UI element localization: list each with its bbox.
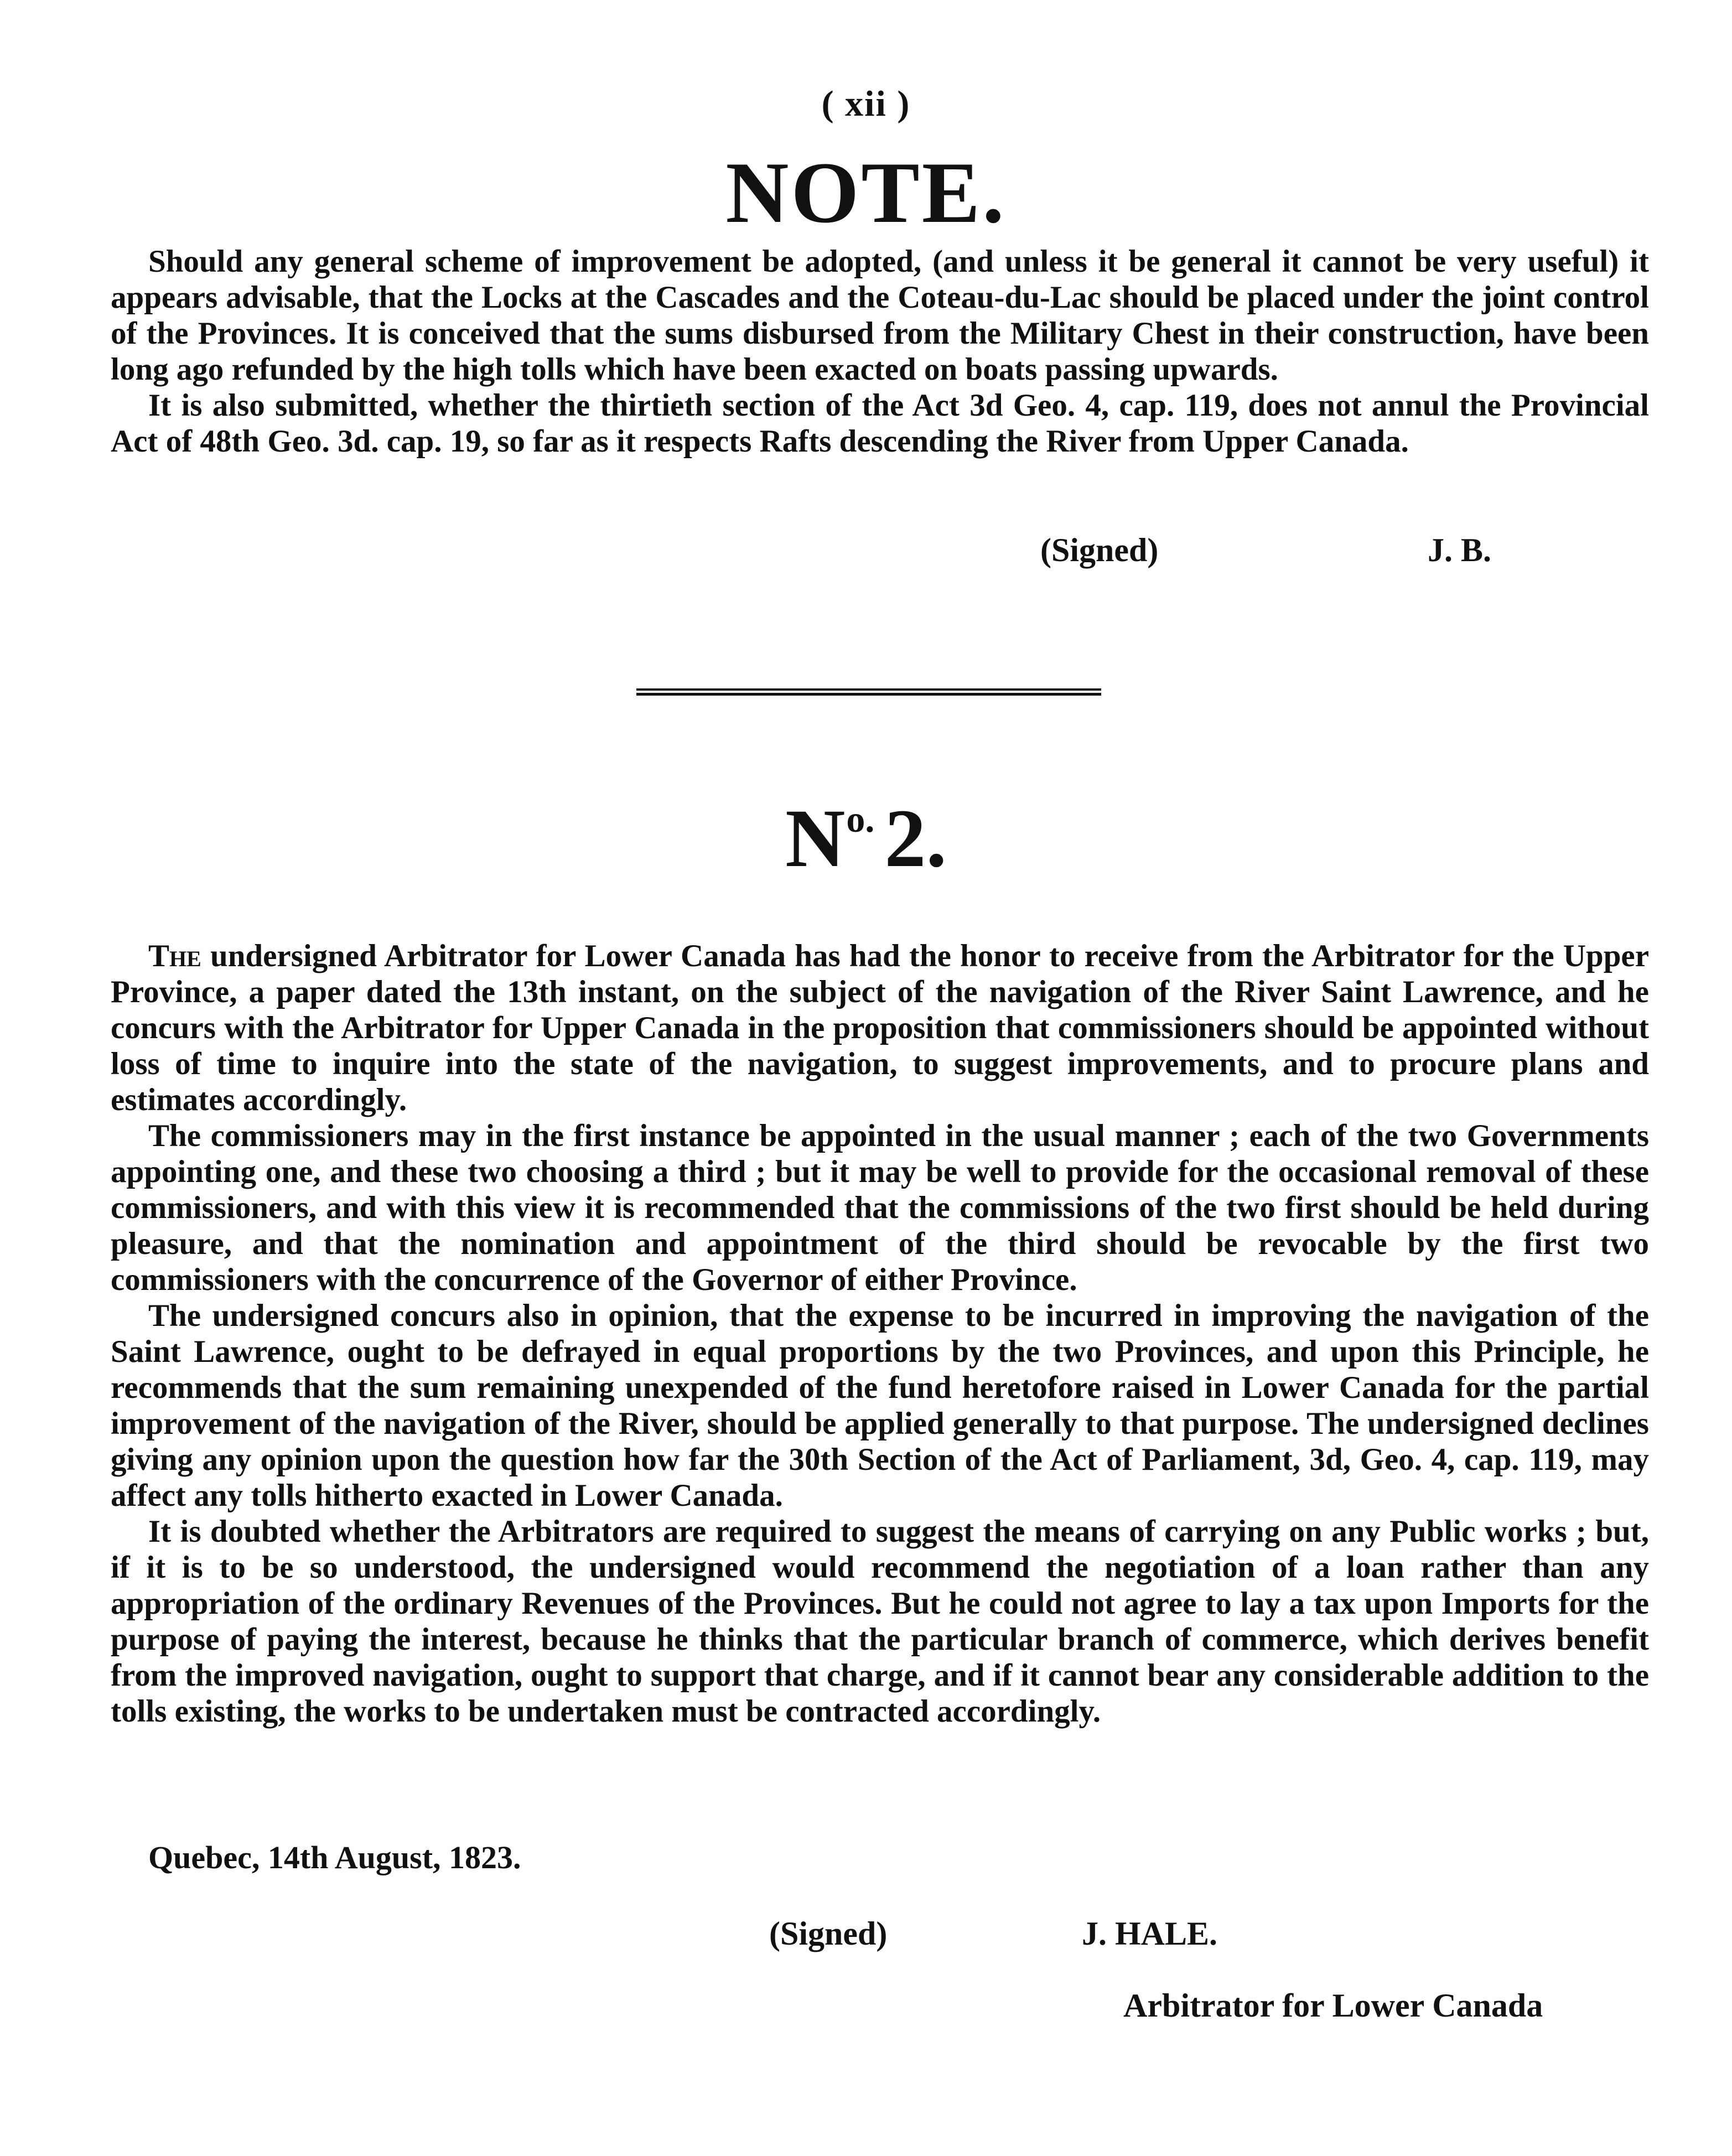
note-signed-label: (Signed) — [1040, 532, 1159, 568]
section-no2-heading-main: N — [785, 792, 846, 884]
no2-paragraph: It is doubted whether the Arbitrators are required to suggest the means of carrying on any Public works ; but, if it is to be so understood, the undersigned would recommend the negotiation of a loan rather than any appropriation of the ordinary Revenues of the Provinces. But he could not agree to lay a tax upon Imports for the purpose of paying the interest, because he thinks that the particular branch of commerce, which derives benefit from the improved navigation, ought to support that charge, and if it cannot bear any considerable addition to the tolls existing, the works to be undertaken must be contracted accordingly. — [111, 1514, 1649, 1729]
no2-body — [111, 938, 1649, 1729]
note-paragraph: Should any general scheme of improvement be adopted, (and unless it be general it cannot be very useful) it appears advisable, that the Locks at the Cascades and the Coteau-du-Lac should be placed under the joint control of the Provinces. It is conceived that the sums disbursed from the Military Chest in their construction, have been long ago refunded by the high tolls which have been exacted on boats passing upwards. — [111, 244, 1649, 387]
date-line: Quebec, 14th August, 1823. — [148, 1839, 521, 1875]
no2-signature: J. HALE. — [1082, 1915, 1218, 1952]
section-no2-heading-number: 2. — [884, 792, 947, 884]
no2-paragraph-first — [111, 938, 1649, 1118]
note-heading: NOTE. — [725, 144, 1007, 241]
section-divider-rule — [636, 688, 1101, 696]
no2-paragraph: The undersigned concurs also in opinion, that the expense to be incurred in improving the navigation of the Saint Lawrence, ought to be defrayed in equal proportions by the two Provinces, and upon this Principle, he recommends that the sum remaining unexpended of the fund heretofore raised in Lower Canada for the partial improvement of the navigation of the River, should be applied generally to that purpose. The undersigned declines giving any opinion upon the question how far the 30th Section of the Act of Parliament, 3d, Geo. 4, cap. 119, may affect any tolls hitherto exacted in Lower Canada. — [111, 1298, 1649, 1513]
section-no2-heading — [0, 792, 1732, 884]
no2-first-paragraph-rest: undersigned Arbitrator for Lower Canada has had the honor to receive from the Arbitrator for the Upper Province, a paper dated the 13th instant, on the subject of the navigation of the River Saint Lawrence, and he concurs with the Arbitrator for Upper Canada in the proposition that commissioners should be appointed without loss of time to inquire into the state of the navigation, to suggest improvements, and to procure plans and estimates accordingly. — [111, 939, 1649, 1117]
page-number: ( xii ) — [821, 84, 911, 124]
no2-paragraph: The commissioners may in the first instance be appointed in the usual manner ; each of the two Governments appointing one, and these two choosing a third ; but it may be well to provide for the occasional removal of these commissioners, and with this view it is recommended that the commissions of the two first should be held during pleasure, and that the nomination and appointment of the third should be revocable by the first two commissioners with the concurrence of the Governor of either Province. — [111, 1118, 1649, 1297]
no2-first-word: The — [148, 939, 201, 973]
note-paragraph: It is also submitted, whether the thirtieth section of the Act 3d Geo. 4, cap. 119, does not annul the Provincial Act of 48th Geo. 3d. cap. 19, so far as it respects Rafts descending the River from Upper Canada. — [111, 388, 1649, 459]
section-no2-heading-sup: o. — [846, 798, 875, 840]
arbitrator-role: Arbitrator for Lower Canada — [1123, 1987, 1543, 2024]
no2-signed-label: (Signed) — [769, 1915, 888, 1952]
note-body — [111, 243, 1649, 459]
note-signature: J. B. — [1428, 532, 1492, 568]
